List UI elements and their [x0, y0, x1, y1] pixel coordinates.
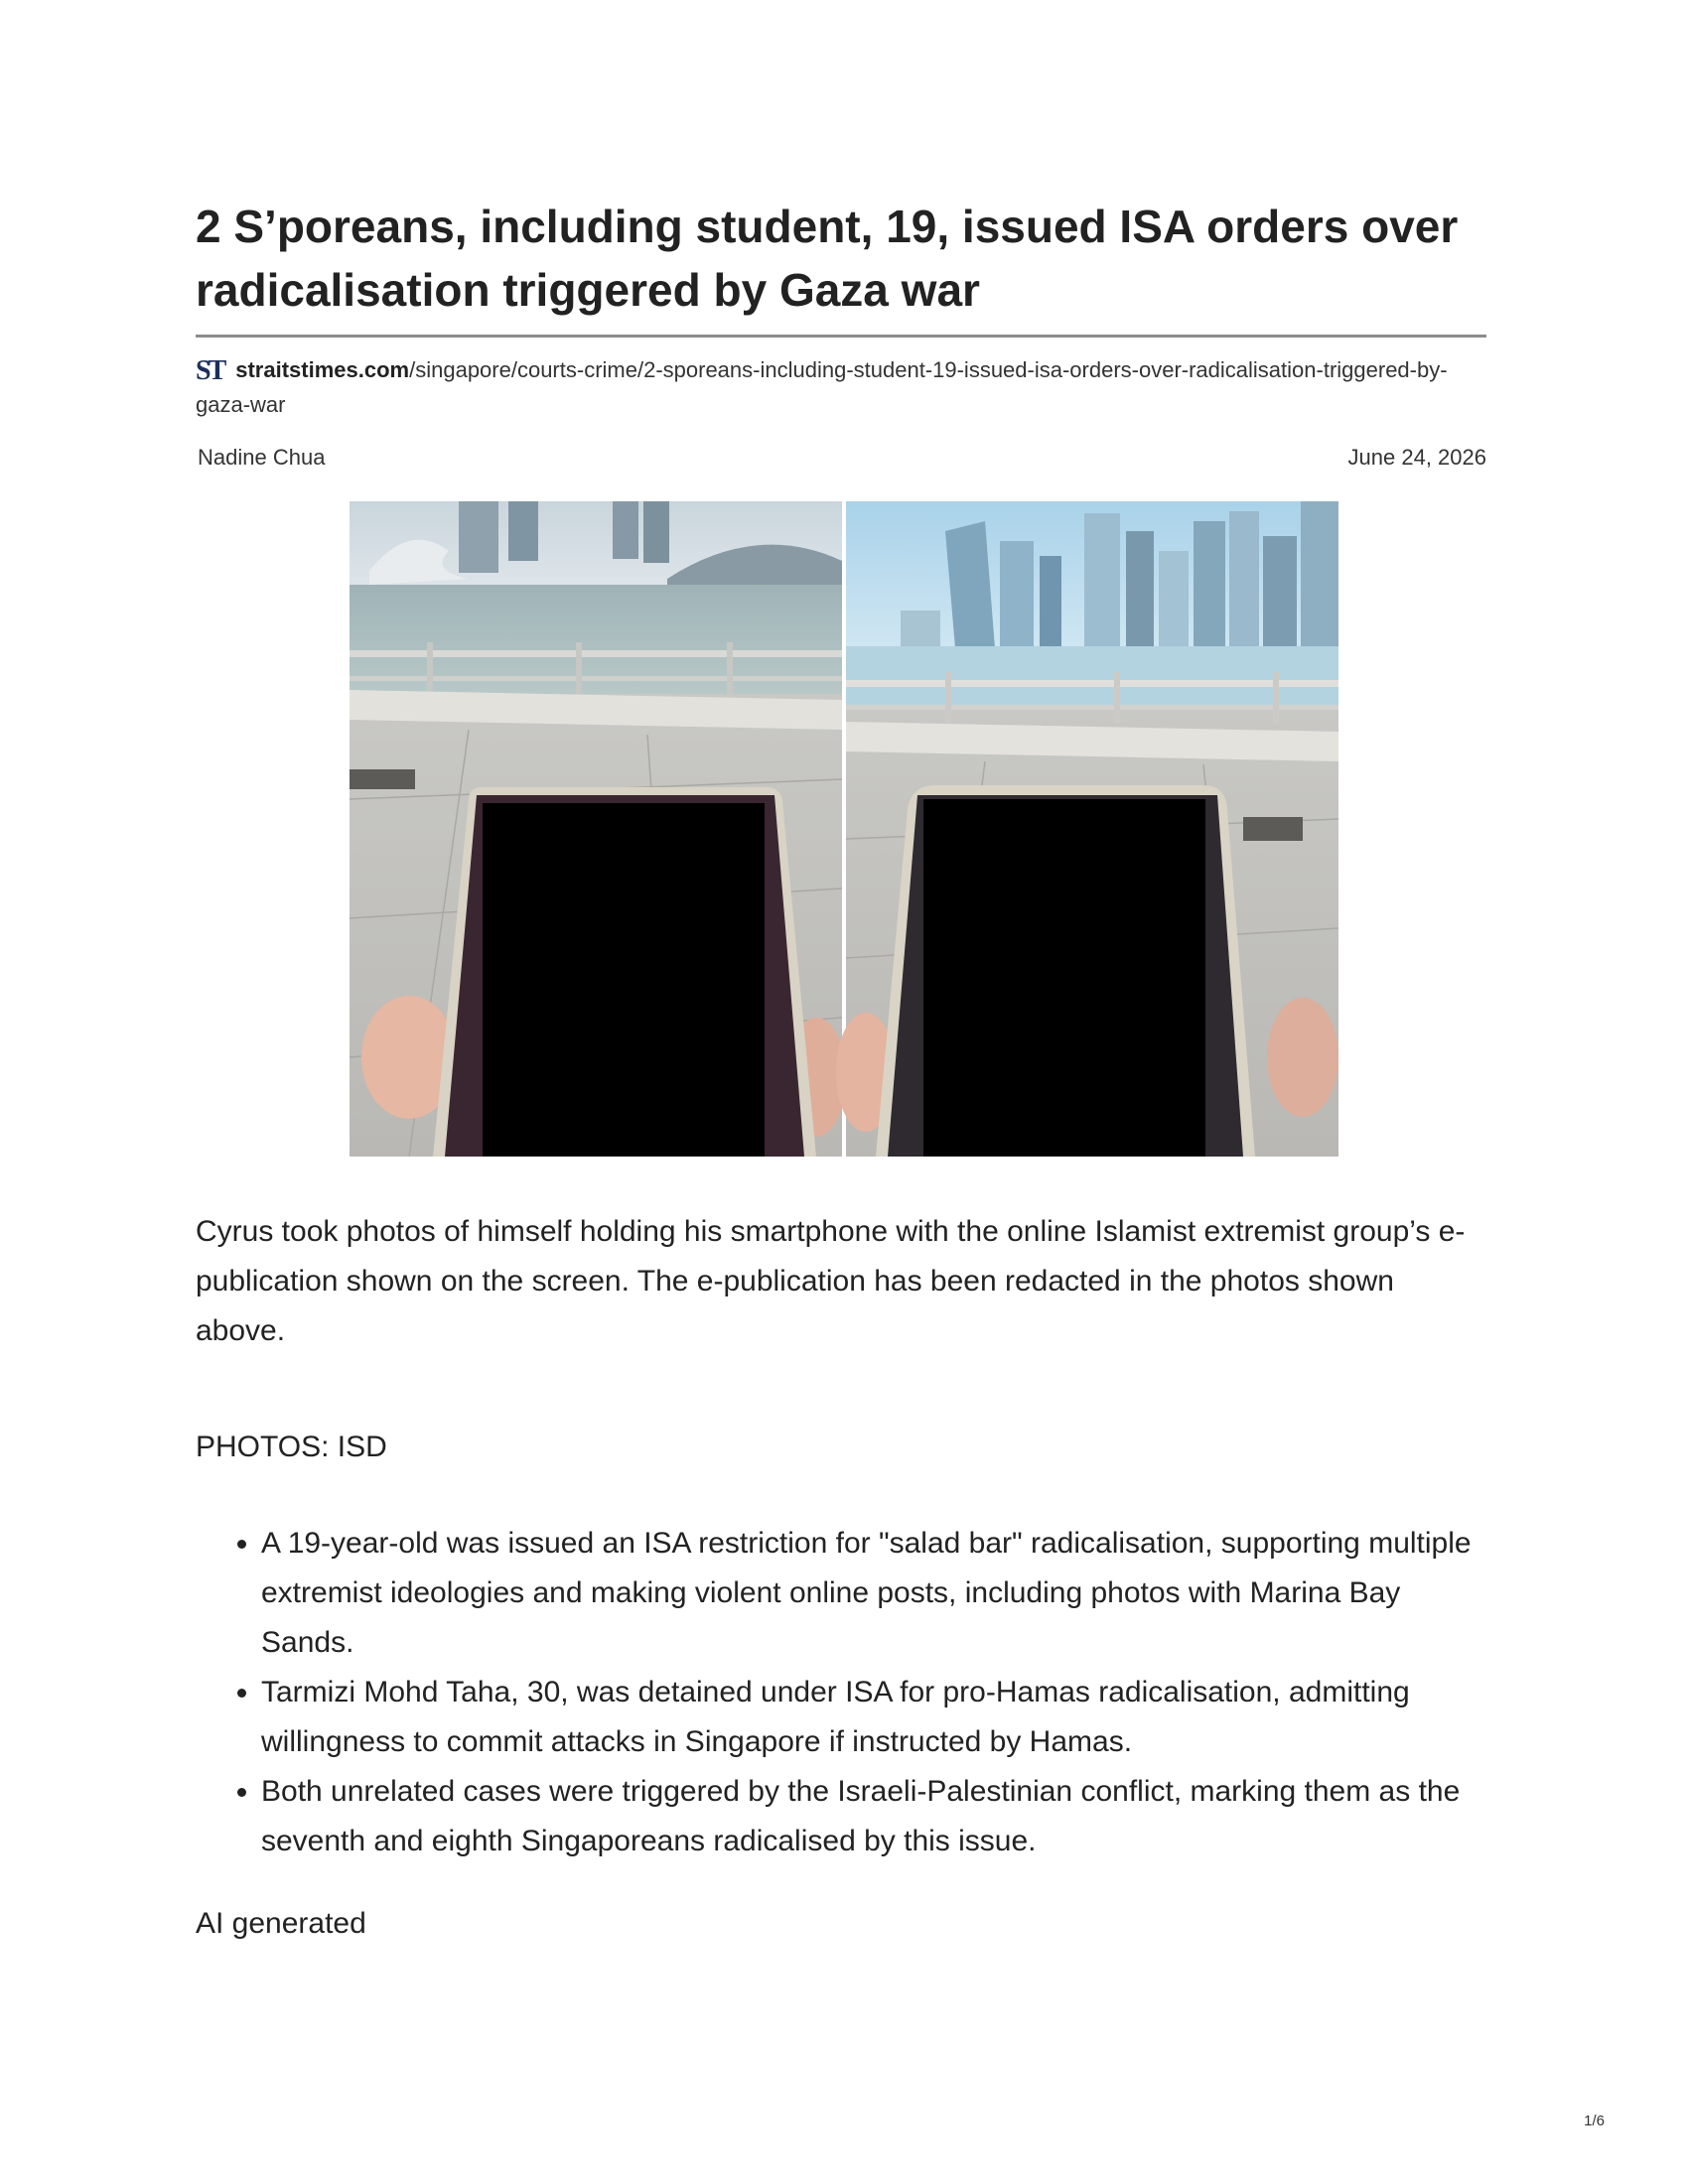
- redacted-screen-right: [923, 799, 1205, 1157]
- photo-caption: Cyrus took photos of himself holding his smartphone with the online Islamist extremist group’s e-publication shown on the screen. The e-publication has been redacted in the photos shown above.: [196, 1215, 1466, 1347]
- article-meta: [196, 443, 1486, 473]
- page-number: 1/6: [1584, 2113, 1605, 2129]
- article-page: [196, 0, 1486, 2184]
- source-link[interactable]: [196, 353, 1486, 422]
- summary-point: • A 19-year-old was issued an ISA restriction for "salad bar" radicalisation, supporting multiple extremist ideologies and making violent online posts, including photos with Marina Bay Sands.: [261, 1519, 1486, 1668]
- summary-point: • Tarmizi Mohd Taha, 30, was detained under ISA for pro-Hamas radicalisation, admitting willingness to commit attacks in Singapore if instructed by Hamas.: [261, 1668, 1486, 1767]
- photo-credit: PHOTOS: ISD: [196, 1431, 387, 1463]
- ai-generated-note: AI generated: [196, 1907, 366, 1940]
- article-title: 2 S’poreans, including student, 19, issued ISA orders over radicalisation triggered by Gaza war: [196, 201, 1459, 316]
- summary-point: • Both unrelated cases were triggered by the Israeli-Palestinian conflict, marking them as the seventh and eighth Singaporeans radicalised by this issue.: [261, 1767, 1486, 1866]
- redacted-screen-left: [483, 803, 765, 1157]
- right-photo-panel: [836, 501, 1338, 1157]
- article-photo: [350, 501, 1338, 1157]
- title-divider: [196, 335, 1486, 338]
- author-name: Nadine Chua: [198, 445, 326, 470]
- straits-times-logo-icon: ST: [196, 355, 224, 386]
- source-path[interactable]: /singapore/courts-crime/2-sporeans-including-student-19-issued-isa-orders-over-radicalisation-triggered-by-gaza-war: [196, 357, 1448, 417]
- source-domain[interactable]: straitstimes.com: [235, 357, 410, 382]
- photo-illustration: [350, 501, 1338, 1157]
- publish-date: June 24, 2026: [1347, 445, 1486, 470]
- left-photo-panel: [350, 501, 846, 1157]
- summary-list: [196, 1519, 1486, 1866]
